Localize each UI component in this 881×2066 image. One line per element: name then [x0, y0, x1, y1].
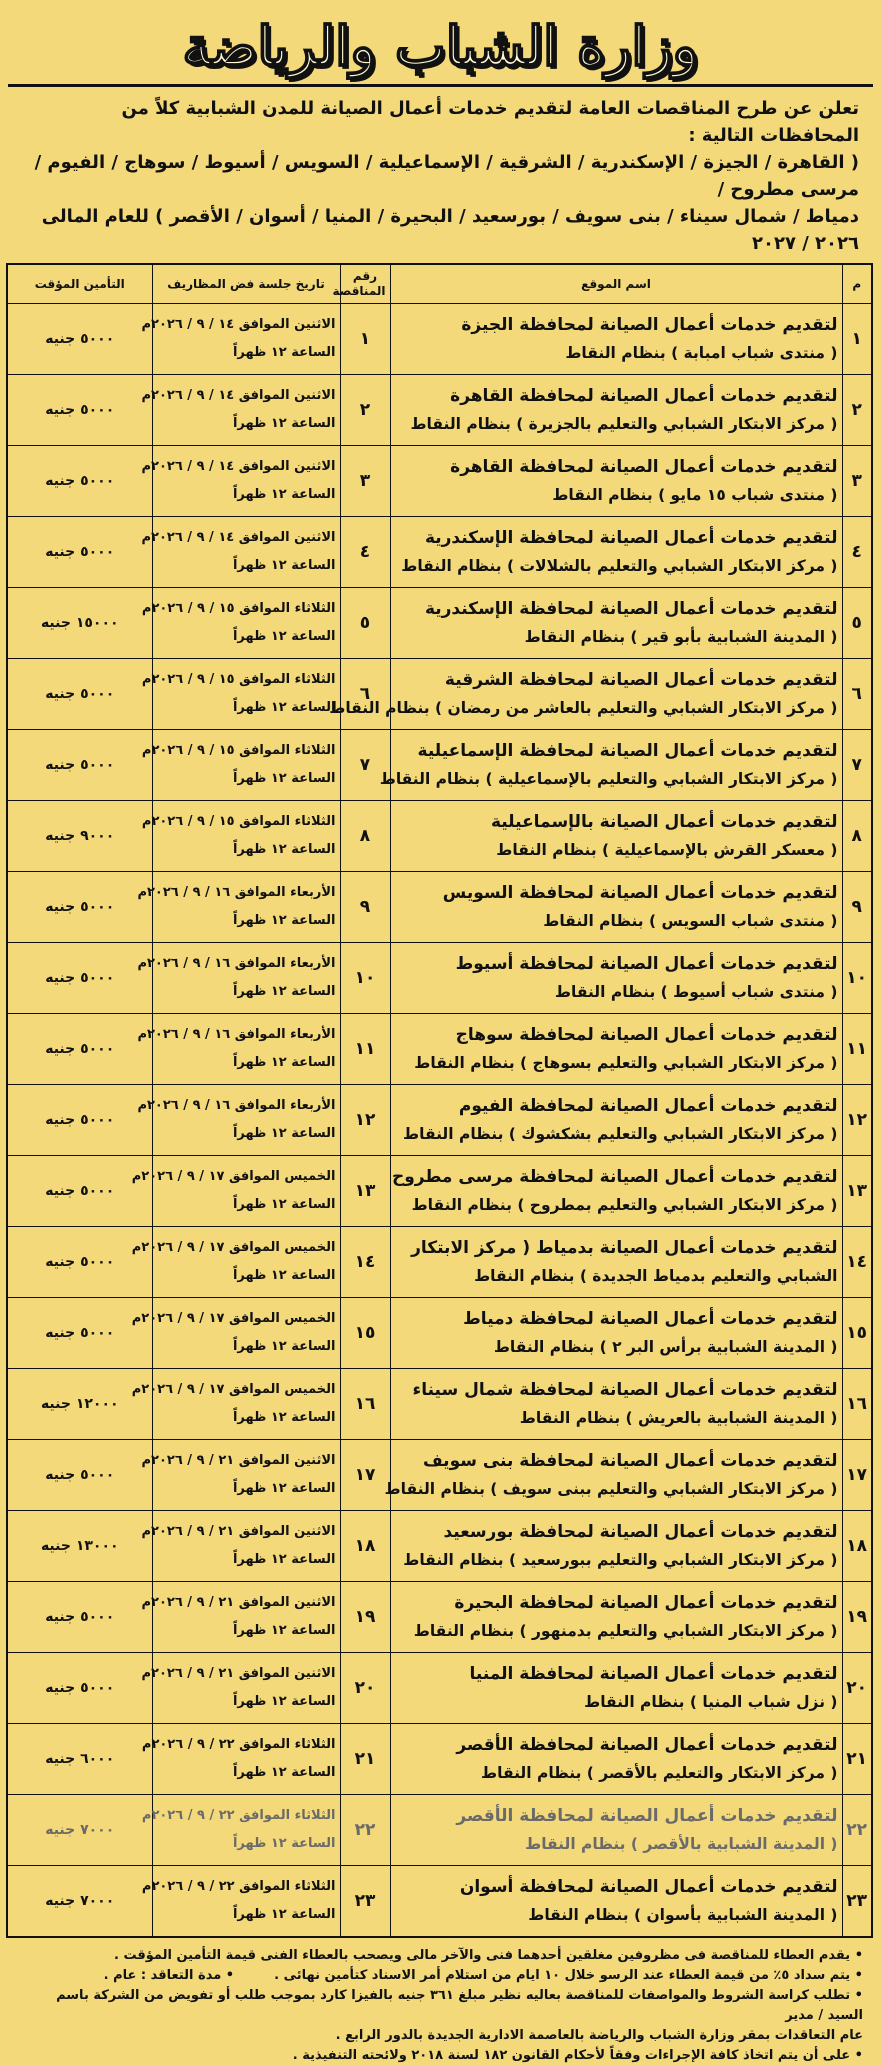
- site-name-line1: لتقديم خدمات أعمال الصيانة لمحافظة أسيوط: [455, 954, 838, 974]
- opening-date-time: الساعة ١٢ ظهراً: [232, 1765, 336, 1780]
- notes-section: [8, 1938, 873, 2066]
- opening-date: [141, 659, 340, 730]
- site-name-line2: ( مركز الابتكار الشبابي والتعليم بالجزيرة ) بنظام النقاط: [410, 415, 838, 433]
- site-name: [390, 1369, 842, 1440]
- opening-date: [141, 1511, 340, 1582]
- row-index: ٢: [842, 375, 872, 446]
- tender-number: ١٣: [340, 1156, 390, 1227]
- table-row: [7, 659, 872, 730]
- tender-number: ٤: [340, 517, 390, 588]
- header-site-name: اسم الموقع: [390, 264, 842, 304]
- table-body: [7, 304, 872, 1937]
- temporary-insurance: ٥٠٠٠ جنيه: [7, 1156, 152, 1227]
- site-name-line2: ( المدينة الشبابية برأس البر ٢ ) بنظام النقاط: [493, 1338, 838, 1356]
- row-index: ٤: [842, 517, 872, 588]
- tender-number: ٦: [340, 659, 390, 730]
- site-name: [390, 943, 842, 1014]
- opening-date-time: الساعة ١٢ ظهراً: [232, 1694, 336, 1709]
- row-index: ١: [842, 304, 872, 375]
- site-name-line1: لتقديم خدمات أعمال الصيانة لمحافظة الأقصر: [456, 1735, 838, 1755]
- opening-date: [137, 1014, 340, 1085]
- site-name-line2: ( منتدى شباب السويس ) بنظام النقاط: [543, 912, 838, 930]
- table-row: [7, 1440, 872, 1511]
- header-tender-number: رقم المناقصة: [340, 264, 390, 304]
- page-title: وزارة الشباب والرياضة: [8, 8, 873, 87]
- opening-date: [141, 1795, 340, 1866]
- intro-paragraph: [8, 87, 873, 263]
- opening-date-time: الساعة ١٢ ظهراً: [232, 1126, 336, 1141]
- site-name-line2: ( مركز الابتكار الشبابي والتعليم ببورسعيد ) بنظام النقاط: [403, 1551, 838, 1569]
- header-temporary-insurance: التأمين المؤقت: [7, 264, 152, 304]
- site-name: [390, 1795, 842, 1866]
- intro-line: تعلن عن طرح المناقصات العامة لتقديم خدمات أعمال الصيانة للمدن الشبابية كلاً من المحافظات التالية :: [121, 98, 859, 146]
- tender-number: ٢٣: [340, 1866, 390, 1937]
- opening-date-day: الأربعاء الموافق ١٦ / ٩ / ٢٠٢٦م: [137, 956, 336, 971]
- site-name-line1: لتقديم خدمات أعمال الصيانة لمحافظة بورسعيد: [443, 1522, 838, 1542]
- table-row: [7, 1298, 872, 1369]
- temporary-insurance: ٥٠٠٠ جنيه: [7, 1014, 152, 1085]
- opening-date-day: الاثنين الموافق ١٤ / ٩ / ٢٠٢٦م: [141, 388, 336, 403]
- opening-date-time: الساعة ١٢ ظهراً: [232, 842, 336, 857]
- site-name-line1: لتقديم خدمات أعمال الصيانة بالإسماعيلية: [490, 812, 838, 832]
- temporary-insurance: ٥٠٠٠ جنيه: [7, 1653, 152, 1724]
- table-row: [7, 517, 872, 588]
- site-name: [390, 1156, 842, 1227]
- site-name: [390, 1511, 842, 1582]
- temporary-insurance: ١٥٠٠٠ جنيه: [7, 588, 152, 659]
- opening-date-day: الاثنين الموافق ٢١ / ٩ / ٢٠٢٦م: [141, 1453, 336, 1468]
- tender-number: ١: [340, 304, 390, 375]
- opening-date: [141, 1582, 340, 1653]
- opening-date: [141, 1866, 340, 1937]
- opening-date: [141, 588, 340, 659]
- site-name-line2: ( منتدى شباب ١٥ مايو ) بنظام النقاط: [552, 486, 838, 504]
- tender-number: ١٦: [340, 1369, 390, 1440]
- site-name-line2: الشبابي والتعليم بدمياط الجديدة ) بنظام النقاط: [474, 1267, 838, 1285]
- site-name-line2: ( المدينة الشبابية بأسوان ) بنظام النقاط: [528, 1905, 838, 1924]
- table-row: [7, 375, 872, 446]
- opening-date-day: الاثنين الموافق ١٤ / ٩ / ٢٠٢٦م: [141, 459, 336, 474]
- temporary-insurance: ٥٠٠٠ جنيه: [7, 1440, 152, 1511]
- site-name: [390, 1298, 842, 1369]
- site-name-line1: لتقديم خدمات أعمال الصيانة لمحافظة دمياط: [463, 1309, 838, 1329]
- site-name-line2: ( مركز الابتكار الشبابي والتعليم ببنى سويف ) بنظام النقاط: [384, 1480, 838, 1498]
- tender-number: ٢: [340, 375, 390, 446]
- intro-line: دمياط / شمال سيناء / بنى سويف / بورسعيد / البحيرة / المنيا / أسوان / الأقصر ) للعام المالى ٢٠٢٦ / ٢٠٢٧: [41, 206, 859, 254]
- table-header-row: [7, 264, 872, 304]
- site-name: [390, 1866, 842, 1937]
- site-name-line1: لتقديم خدمات أعمال الصيانة لمحافظة بنى سويف: [422, 1451, 838, 1471]
- opening-date-time: الساعة ١٢ ظهراً: [232, 1197, 336, 1212]
- opening-date: [131, 1369, 340, 1440]
- opening-date-time: الساعة ١٢ ظهراً: [232, 1055, 336, 1070]
- opening-date: [141, 801, 340, 872]
- opening-date-time: الساعة ١٢ ظهراً: [232, 771, 336, 786]
- site-name-line1: لتقديم خدمات أعمال الصيانة لمحافظة المنيا: [469, 1664, 838, 1684]
- opening-date-time: الساعة ١٢ ظهراً: [232, 1339, 336, 1354]
- opening-date-day: الأربعاء الموافق ١٦ / ٩ / ٢٠٢٦م: [137, 1098, 336, 1113]
- site-name: [390, 1653, 842, 1724]
- site-name-line1: لتقديم خدمات أعمال الصيانة لمحافظة أسوان: [459, 1876, 838, 1897]
- opening-date-day: الاثنين الموافق ٢١ / ٩ / ٢٠٢٦م: [141, 1666, 336, 1681]
- table-row: [7, 1156, 872, 1227]
- row-index: ٢٢: [842, 1795, 872, 1866]
- opening-date-day: الثلاثاء الموافق ٢٢ / ٩ / ٢٠٢٦م: [141, 1808, 336, 1823]
- opening-date-day: الثلاثاء الموافق ١٥ / ٩ / ٢٠٢٦م: [141, 672, 336, 687]
- temporary-insurance: ٧٠٠٠ جنيه: [7, 1795, 152, 1866]
- site-name-line1: لتقديم خدمات أعمال الصيانة لمحافظة القاهرة: [450, 457, 838, 477]
- opening-date: [131, 1156, 340, 1227]
- tender-number: ٧: [340, 730, 390, 801]
- opening-date-time: الساعة ١٢ ظهراً: [232, 416, 336, 431]
- site-name-line2: ( المدينة الشبابية بأبو قير ) بنظام النقاط: [524, 628, 838, 646]
- opening-date-day: الاثنين الموافق ١٤ / ٩ / ٢٠٢٦م: [141, 317, 336, 332]
- opening-date-time: الساعة ١٢ ظهراً: [232, 1552, 336, 1567]
- note-bid-envelopes: • يقدم العطاء للمناقصة فى مظروفين مغلقين أحدهما فنى والآخر مالى ويصحب بالعطاء الفنى قيمة التأمين المؤقت .: [114, 1947, 863, 1963]
- tender-number: ١١: [340, 1014, 390, 1085]
- tender-number: ٨: [340, 801, 390, 872]
- opening-date: [141, 517, 340, 588]
- note-final-insurance: • يتم سداد ٥٪ من قيمة العطاء عند الرسو خلال ١٠ ايام من استلام أمر الاسناد كتأمين نهائى .: [274, 1967, 863, 1983]
- table-row: [7, 588, 872, 659]
- tender-number: ١٧: [340, 1440, 390, 1511]
- site-name-line2: ( مركز الابتكار الشبابي والتعليم بالعاشر من رمضان ) بنظام النقاط: [329, 699, 838, 717]
- site-name: [384, 1440, 842, 1511]
- temporary-insurance: ٥٠٠٠ جنيه: [7, 1582, 152, 1653]
- site-name-line1: لتقديم خدمات أعمال الصيانة لمحافظة مرسى مطروح: [391, 1167, 838, 1187]
- opening-date: [137, 943, 340, 1014]
- site-name-line1: لتقديم خدمات أعمال الصيانة لمحافظة شمال سيناء: [412, 1380, 838, 1400]
- opening-date: [131, 1227, 340, 1298]
- header-index: م: [842, 264, 872, 304]
- site-name-line2: ( منتدى شباب أسيوط ) بنظام النقاط: [554, 983, 838, 1001]
- site-name-line2: ( مركز الابتكار الشبابي والتعليم بالشلالات ) بنظام النقاط: [401, 557, 838, 575]
- intro-line: ( القاهرة / الجيزة / الإسكندرية / الشرقية / الإسماعيلية / السويس / أسيوط / سوهاج / الفيوم / مرسى مطروح /: [34, 152, 859, 200]
- site-name-line1: لتقديم خدمات أعمال الصيانة لمحافظة الإسكندرية: [424, 599, 838, 619]
- temporary-insurance: ٥٠٠٠ جنيه: [7, 659, 152, 730]
- site-name-line2: ( مركز الابتكار الشبابي والتعليم بدمنهور ) بنظام النقاط: [413, 1622, 838, 1640]
- tender-number: ١٨: [340, 1511, 390, 1582]
- row-index: ٢٠: [842, 1653, 872, 1724]
- opening-date-day: الخميس الموافق ١٧ / ٩ / ٢٠٢٦م: [131, 1311, 336, 1326]
- row-index: ٢٣: [842, 1866, 872, 1937]
- row-index: ١٩: [842, 1582, 872, 1653]
- row-index: ١٤: [842, 1227, 872, 1298]
- opening-date-time: الساعة ١٢ ظهراً: [232, 558, 336, 573]
- site-name: [390, 1582, 842, 1653]
- site-name-line1: لتقديم خدمات أعمال الصيانة لمحافظة الفيوم: [458, 1096, 838, 1116]
- opening-date: [141, 730, 340, 801]
- tender-number: ٢٠: [340, 1653, 390, 1724]
- temporary-insurance: ٥٠٠٠ جنيه: [7, 1298, 152, 1369]
- site-name-line1: لتقديم خدمات أعمال الصيانة لمحافظة الجيزة: [461, 315, 838, 335]
- opening-date-time: الساعة ١٢ ظهراً: [232, 1268, 336, 1283]
- row-index: ١٣: [842, 1156, 872, 1227]
- site-name-line2: ( مركز الابتكار الشبابي والتعليم بسوهاج ) بنظام النقاط: [414, 1054, 838, 1072]
- opening-date-time: الساعة ١٢ ظهراً: [232, 913, 336, 928]
- site-name-line1: لتقديم خدمات أعمال الصيانة لمحافظة سوهاج: [455, 1025, 838, 1045]
- tender-number: ١٤: [340, 1227, 390, 1298]
- table-row: [7, 801, 872, 872]
- header-opening-date: تاريخ جلسة فض المظاريف: [152, 264, 340, 304]
- opening-date-day: الخميس الموافق ١٧ / ٩ / ٢٠٢٦م: [131, 1240, 336, 1255]
- table-row: [7, 1582, 872, 1653]
- opening-date-time: الساعة ١٢ ظهراً: [232, 1623, 336, 1638]
- temporary-insurance: ١٣٠٠٠ جنيه: [7, 1511, 152, 1582]
- row-index: ٨: [842, 801, 872, 872]
- tender-advertisement: [8, 8, 873, 2063]
- temporary-insurance: ١٢٠٠٠ جنيه: [7, 1369, 152, 1440]
- tender-number: ٥: [340, 588, 390, 659]
- temporary-insurance: ٥٠٠٠ جنيه: [7, 517, 152, 588]
- opening-date: [141, 446, 340, 517]
- site-name: [390, 304, 842, 375]
- opening-date-day: الأربعاء الموافق ١٦ / ٩ / ٢٠٢٦م: [137, 1027, 336, 1042]
- site-name-line2: ( نزل شباب المنيا ) بنظام النقاط: [584, 1693, 838, 1711]
- site-name-line1: لتقديم خدمات أعمال الصيانة لمحافظة الإسكندرية: [424, 528, 838, 548]
- temporary-insurance: ٦٠٠٠ جنيه: [7, 1724, 152, 1795]
- table-row: [7, 1369, 872, 1440]
- opening-date-time: الساعة ١٢ ظهراً: [232, 629, 336, 644]
- temporary-insurance: ٥٠٠٠ جنيه: [7, 872, 152, 943]
- opening-date-day: الثلاثاء الموافق ٢٢ / ٩ / ٢٠٢٦م: [141, 1878, 336, 1894]
- row-index: ٢١: [842, 1724, 872, 1795]
- opening-date-day: الاثنين الموافق ٢١ / ٩ / ٢٠٢٦م: [141, 1524, 336, 1539]
- note-law-reference: • على أن يتم اتخاذ كافة الإجراءات وفقاً لأحكام القانون ١٨٢ لسنة ٢٠١٨ ولائحته التنفيذية .: [292, 2047, 863, 2063]
- temporary-insurance: ٥٠٠٠ جنيه: [7, 446, 152, 517]
- tender-number: ١٠: [340, 943, 390, 1014]
- table-row: [7, 1724, 872, 1795]
- site-name-line1: لتقديم خدمات أعمال الصيانة لمحافظة الأقصر: [456, 1806, 838, 1826]
- opening-date-day: الاثنين الموافق ٢١ / ٩ / ٢٠٢٦م: [141, 1595, 336, 1610]
- row-index: ١٧: [842, 1440, 872, 1511]
- row-index: ١٦: [842, 1369, 872, 1440]
- table-row: [7, 446, 872, 517]
- site-name: [390, 446, 842, 517]
- opening-date-day: الأربعاء الموافق ١٦ / ٩ / ٢٠٢٦م: [137, 885, 336, 900]
- note-row: [18, 1966, 863, 1986]
- row-index: ١٢: [842, 1085, 872, 1156]
- site-name: [379, 730, 842, 801]
- tender-number: ٢٢: [340, 1795, 390, 1866]
- table-row: [7, 1795, 872, 1866]
- table-row: [7, 943, 872, 1014]
- site-name: [390, 872, 842, 943]
- site-name-line1: لتقديم خدمات أعمال الصيانة لمحافظة الإسماعيلية: [417, 741, 838, 761]
- table-row: [7, 1227, 872, 1298]
- tender-number: ١٥: [340, 1298, 390, 1369]
- opening-date-day: الخميس الموافق ١٧ / ٩ / ٢٠٢٦م: [131, 1169, 336, 1184]
- row-index: ٧: [842, 730, 872, 801]
- site-name: [390, 801, 842, 872]
- temporary-insurance: ٧٠٠٠ جنيه: [7, 1866, 152, 1937]
- table-row: [7, 872, 872, 943]
- table-row: [7, 1866, 872, 1937]
- tender-number: ١٢: [340, 1085, 390, 1156]
- site-name-line1: لتقديم خدمات أعمال الصيانة لمحافظة السويس: [442, 883, 838, 903]
- opening-date: [141, 1653, 340, 1724]
- site-name-line1: لتقديم خدمات أعمال الصيانة بدمياط ( مركز الابتكار: [411, 1238, 838, 1258]
- site-name: [390, 1227, 842, 1298]
- opening-date-day: الثلاثاء الموافق ١٥ / ٩ / ٢٠٢٦م: [141, 814, 336, 829]
- temporary-insurance: ٥٠٠٠ جنيه: [7, 943, 152, 1014]
- site-name-line1: لتقديم خدمات أعمال الصيانة لمحافظة القاهرة: [450, 386, 838, 406]
- opening-date: [141, 304, 340, 375]
- opening-date: [137, 872, 340, 943]
- opening-date: [141, 1440, 340, 1511]
- opening-date-time: الساعة ١٢ ظهراً: [232, 700, 336, 715]
- opening-date-day: الثلاثاء الموافق ١٥ / ٩ / ٢٠٢٦م: [141, 601, 336, 616]
- opening-date-time: الساعة ١٢ ظهراً: [232, 984, 336, 999]
- site-name-line2: ( المدينة الشبابية بالأقصر ) بنظام النقاط: [525, 1835, 838, 1853]
- site-name: [390, 1724, 842, 1795]
- tender-number: ٢١: [340, 1724, 390, 1795]
- opening-date-day: الخميس الموافق ١٧ / ٩ / ٢٠٢٦م: [131, 1382, 336, 1397]
- opening-date-time: الساعة ١٢ ظهراً: [232, 1906, 336, 1922]
- row-index: ١٥: [842, 1298, 872, 1369]
- opening-date-day: الاثنين الموافق ١٤ / ٩ / ٢٠٢٦م: [141, 530, 336, 545]
- table-row: [7, 1511, 872, 1582]
- opening-date: [131, 1298, 340, 1369]
- site-name-line2: ( مركز الابتكار الشبابي والتعليم بالإسماعيلية ) بنظام النقاط: [379, 770, 838, 788]
- site-name: [329, 659, 842, 730]
- note-contract-duration: • مدة التعاقد : عام .: [103, 1967, 235, 1983]
- site-name-line2: ( منتدى شباب امبابة ) بنظام النقاط: [565, 344, 838, 362]
- opening-date-day: الثلاثاء الموافق ٢٢ / ٩ / ٢٠٢٦م: [141, 1737, 336, 1752]
- temporary-insurance: ٥٠٠٠ جنيه: [7, 730, 152, 801]
- row-index: ١١: [842, 1014, 872, 1085]
- table-row: [7, 1085, 872, 1156]
- site-name-line2: ( مركز الابتكار الشبابي والتعليم بمطروح ) بنظام النقاط: [411, 1196, 838, 1214]
- site-name: [390, 375, 842, 446]
- site-name: [390, 1085, 842, 1156]
- table-row: [7, 1653, 872, 1724]
- temporary-insurance: ٥٠٠٠ جنيه: [7, 1227, 152, 1298]
- temporary-insurance: ٥٠٠٠ جنيه: [7, 1085, 152, 1156]
- site-name: [390, 588, 842, 659]
- opening-date-day: الثلاثاء الموافق ١٥ / ٩ / ٢٠٢٦م: [141, 743, 336, 758]
- site-name-line2: ( المدينة الشبابية بالعريش ) بنظام النقاط: [519, 1409, 838, 1427]
- opening-date: [137, 1085, 340, 1156]
- tenders-table: [6, 263, 873, 1938]
- site-name-line1: لتقديم خدمات أعمال الصيانة لمحافظة البحيرة: [454, 1593, 838, 1613]
- site-name-line2: ( مركز الابتكار والتعليم بالأقصر ) بنظام النقاط: [481, 1764, 838, 1782]
- tender-number: ٣: [340, 446, 390, 517]
- tender-number: ١٩: [340, 1582, 390, 1653]
- opening-date-time: الساعة ١٢ ظهراً: [232, 1836, 336, 1851]
- row-index: ١٨: [842, 1511, 872, 1582]
- site-name-line2: ( معسكر القرش بالإسماعيلية ) بنظام النقاط: [496, 841, 838, 859]
- opening-date: [141, 375, 340, 446]
- temporary-insurance: ٩٠٠٠ جنيه: [7, 801, 152, 872]
- row-index: ٩: [842, 872, 872, 943]
- opening-date-time: الساعة ١٢ ظهراً: [232, 345, 336, 360]
- row-index: ١٠: [842, 943, 872, 1014]
- table-row: [7, 304, 872, 375]
- temporary-insurance: ٥٠٠٠ جنيه: [7, 304, 152, 375]
- row-index: ٦: [842, 659, 872, 730]
- opening-date: [141, 1724, 340, 1795]
- site-name-line1: لتقديم خدمات أعمال الصيانة لمحافظة الشرقية: [444, 670, 838, 690]
- opening-date-time: الساعة ١٢ ظهراً: [232, 1481, 336, 1496]
- note-conditions-booklet: • تطلب كراسة الشروط والمواصفات للمناقصة بعاليه نظير مبلغ ٣٦١ جنيه بالفيزا كارد بموجب طلب أو تفويض من الشركة باسم السيد / مدير: [56, 1987, 863, 2023]
- opening-date-time: الساعة ١٢ ظهراً: [232, 487, 336, 502]
- table-row: [7, 730, 872, 801]
- row-index: ٥: [842, 588, 872, 659]
- site-name: [390, 1014, 842, 1085]
- opening-date-time: الساعة ١٢ ظهراً: [232, 1410, 336, 1425]
- site-name-line2: ( مركز الابتكار الشبابي والتعليم بشكشوك ) بنظام النقاط: [403, 1125, 838, 1143]
- row-index: ٣: [842, 446, 872, 517]
- site-name: [390, 517, 842, 588]
- table-row: [7, 1014, 872, 1085]
- tender-number: ٩: [340, 872, 390, 943]
- note-conditions-booklet-cont: عام التعاقدات بمقر وزارة الشباب والرياضة بالعاصمة الادارية الجديدة بالدور الرابع .: [335, 2027, 863, 2043]
- temporary-insurance: ٥٠٠٠ جنيه: [7, 375, 152, 446]
